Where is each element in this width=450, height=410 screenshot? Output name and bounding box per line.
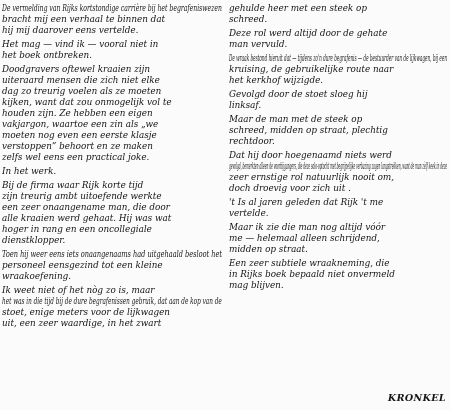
text-line: rechtdoor. xyxy=(229,137,275,147)
text-line: gevolgd, bemerkten alleen de voorbijgangers, die deze solo-optocht met begrijpelijke verbazing zagen langstrekken, want de man zèlf keek in deze xyxy=(229,162,448,172)
text-line: De vermelding van Rijks kortstondige carrière bij het begrafeniswezen xyxy=(2,4,222,14)
article-paragraph xyxy=(229,4,447,26)
text-line: gehulde heer met een steek op xyxy=(229,4,367,14)
text-line: wraakoefening. xyxy=(2,272,72,282)
text-line: moeten nog even een eerste klasje xyxy=(2,131,157,141)
article-paragraph xyxy=(229,90,447,112)
text-line: vakjargon, waartoe een zin als „we xyxy=(2,120,159,130)
text-line: Bij de firma waar Rijk korte tijd xyxy=(2,181,144,191)
text-line: uiteraard mensen die zich niet elke xyxy=(2,76,160,86)
text-line: In het werk. xyxy=(2,167,57,177)
article-paragraph xyxy=(2,181,222,247)
text-line: mag blijven. xyxy=(229,281,284,291)
text-line: me — helemaal alleen schrijdend, xyxy=(229,234,380,244)
article-paragraph xyxy=(229,223,447,256)
text-line: het boek ontbreken. xyxy=(2,51,93,61)
text-line: alle kraaien werd gehaat. Hij was wat xyxy=(2,214,172,224)
text-line: schreed, midden op straat, plechtig xyxy=(229,126,388,136)
text-line: verstoppen” behoort en ze maken xyxy=(2,142,153,152)
article-paragraph xyxy=(229,29,447,51)
text-line: Maar ik zie die man nog altijd vóór xyxy=(229,223,386,233)
article-paragraph xyxy=(229,198,447,220)
article-paragraph xyxy=(229,115,447,148)
article-paragraph xyxy=(229,259,447,292)
text-line: 't Is al jaren geleden dat Rijk 't me xyxy=(229,198,384,208)
article-paragraph xyxy=(2,167,222,178)
text-line: stoet, enige meters voor de lijkwagen xyxy=(2,308,170,318)
text-line: hij mij daarover eens vertelde. xyxy=(2,26,139,36)
text-line: zelfs wel eens een practical joke. xyxy=(2,153,150,163)
article-paragraph xyxy=(229,54,447,87)
article-paragraph xyxy=(229,151,447,195)
text-line: het was in die tijd bij de dure begrafenissen gebruik, dat aan de kop van de xyxy=(2,297,222,307)
text-line: Toen hij weer eens iets onaangenaams had uitgehaald besloot het xyxy=(2,250,223,260)
text-line: doch droevig voor zich uit . xyxy=(229,184,351,194)
article-paragraph xyxy=(2,286,222,330)
text-line: het kerkhof wijzigde. xyxy=(229,76,324,86)
text-line: in Rijks boek bepaald niet onvermeld xyxy=(229,270,395,280)
text-line: houden zijn. Ze hebben een eigen xyxy=(2,109,153,119)
text-line: De wraak bestond hieruit dat — tijdens zo'n dure begrafenis — de bestuurder van de lijkwagen, bij een xyxy=(229,54,448,64)
right-column xyxy=(229,4,447,295)
text-line: Gevolgd door de stoet sloeg hij xyxy=(229,90,368,100)
text-line: man vervuld. xyxy=(229,40,288,50)
article-paragraph xyxy=(2,40,222,62)
text-line: Dat hij door hoegenaamd niets werd xyxy=(229,151,392,161)
left-column xyxy=(2,4,222,333)
article-paragraph xyxy=(2,250,222,283)
text-line: uit, een zeer waardige, in het zwart xyxy=(2,319,162,329)
text-line: midden op straat. xyxy=(229,245,308,255)
text-line: Maar de man met de steek op xyxy=(229,115,363,125)
text-line: Ik weet niet of het nòg zo is, maar xyxy=(2,286,155,296)
text-line: zijn treurig ambt uitoefende werkte xyxy=(2,192,162,202)
article-paragraph xyxy=(2,65,222,164)
text-line: Doodgravers oftewel kraaien zijn xyxy=(2,65,151,75)
text-line: personeel eensgezind tot een kleine xyxy=(2,261,163,271)
text-line: vertelde. xyxy=(229,209,269,219)
text-line: hoger in rang en een oncollegiale xyxy=(2,225,152,235)
text-line: kijken, want dat zou onmogelijk vol te xyxy=(2,98,172,108)
article-paragraph xyxy=(2,4,222,37)
text-line: schreed. xyxy=(229,15,268,25)
text-line: bracht mij een verhaal te binnen dat xyxy=(2,15,166,25)
text-line: Deze rol werd altijd door de gehate xyxy=(229,29,388,39)
text-line: kruising, de gebruikelijke route naar xyxy=(229,65,394,75)
text-line: Een zeer subtiele wraakneming, die xyxy=(229,259,390,269)
text-line: een zeer onaangename man, die door xyxy=(2,203,170,213)
text-line: dienstklopper. xyxy=(2,236,66,246)
text-line: zeer ernstige rol natuurlijk nooit om, xyxy=(229,173,395,183)
text-line: dag zo treurig voelen als ze moeten xyxy=(2,87,162,97)
author-signature: KRONKEL xyxy=(387,393,446,404)
text-line: Het mag — vind ik — vooral niet in xyxy=(2,40,159,50)
text-line: linksaf. xyxy=(229,101,262,111)
